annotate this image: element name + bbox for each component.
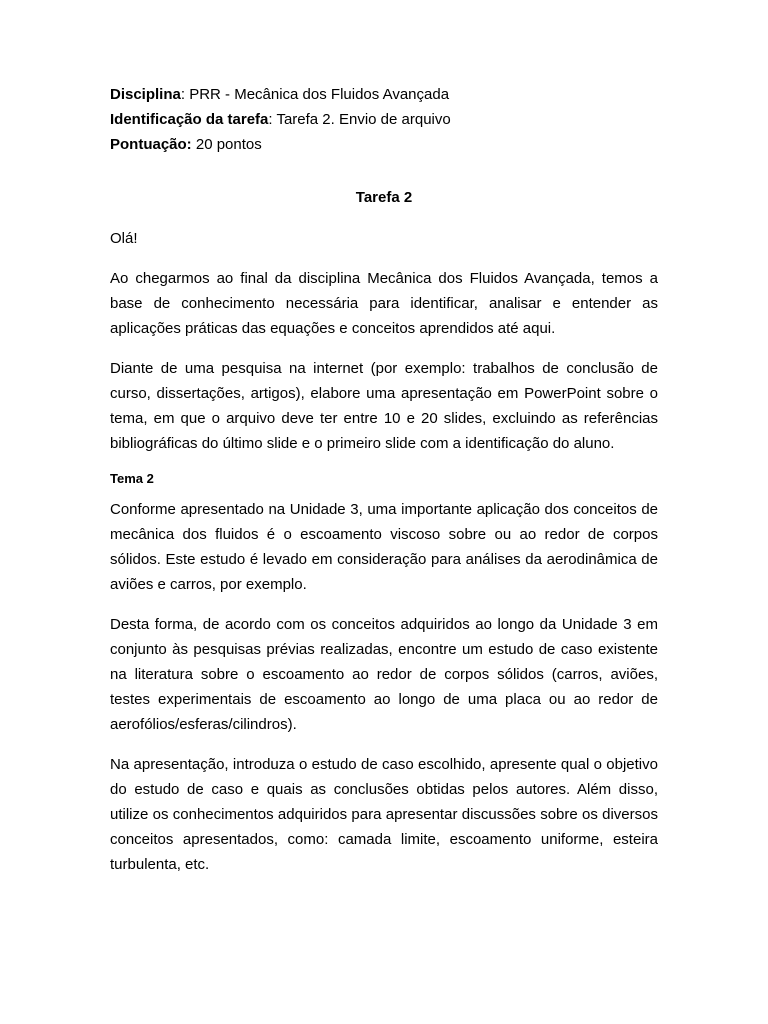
paragraph: Ao chegarmos ao final da disciplina Mecânica dos Fluidos Avançada, temos a base de conhecimento necessária para identificar, analisar e entender as aplicações práticas das equações e conceitos aprendidos até aqui. <box>110 270 658 337</box>
pontuacao-value: 20 pontos <box>191 136 262 153</box>
pontuacao-line <box>110 132 658 157</box>
disciplina-value: : PRR - Mecânica dos Fluidos Avançada <box>180 86 450 103</box>
identificacao-value: : Tarefa 2. Envio de arquivo <box>268 111 451 128</box>
document-page <box>110 82 658 877</box>
disciplina-label: Disciplina <box>110 86 181 103</box>
tema-paragraph: Na apresentação, introduza o estudo de caso escolhido, apresente qual o objetivo do estudo de caso e quais as conclusões obtidas pelos autores. Além disso, utilize os conhecimentos adquiridos para apresentar discussões sobre os diversos conceitos apresentados, como: camada limite, escoamento uniforme, esteira turbulenta, etc. <box>110 756 658 873</box>
tema-heading: Tema 2 <box>110 471 154 486</box>
greeting: Olá! <box>110 230 138 247</box>
tema-paragraph: Conforme apresentado na Unidade 3, uma importante aplicação dos conceitos de mecânica dos fluidos é o escoamento viscoso sobre ou ao redor de corpos sólidos. Este estudo é levado em consideração para análises da aerodinâmica de aviões e carros, por exemplo. <box>110 501 658 593</box>
tema-paragraph: Desta forma, de acordo com os conceitos adquiridos ao longo da Unidade 3 em conjunto às pesquisas prévias realizadas, encontre um estudo de caso existente na literatura sobre o escoamento ao redor de corpos sólidos (carros, aviões, testes experimentais de escoamento ao longo de uma placa ou ao redor de aerofólios/esferas/cilindros). <box>110 616 658 733</box>
identificacao-label: Identificação da tarefa <box>110 111 269 128</box>
disciplina-line <box>110 82 658 107</box>
identificacao-line <box>110 107 658 132</box>
pontuacao-label: Pontuação: <box>110 136 192 153</box>
paragraph: Diante de uma pesquisa na internet (por exemplo: trabalhos de conclusão de curso, dissertações, artigos), elabore uma apresentação em PowerPoint sobre o tema, em que o arquivo deve ter entre 10 e 20 slides, excluindo as referências bibliográficas do último slide e o primeiro slide com a identificação do aluno. <box>110 360 658 452</box>
page-title: Tarefa 2 <box>355 189 413 206</box>
